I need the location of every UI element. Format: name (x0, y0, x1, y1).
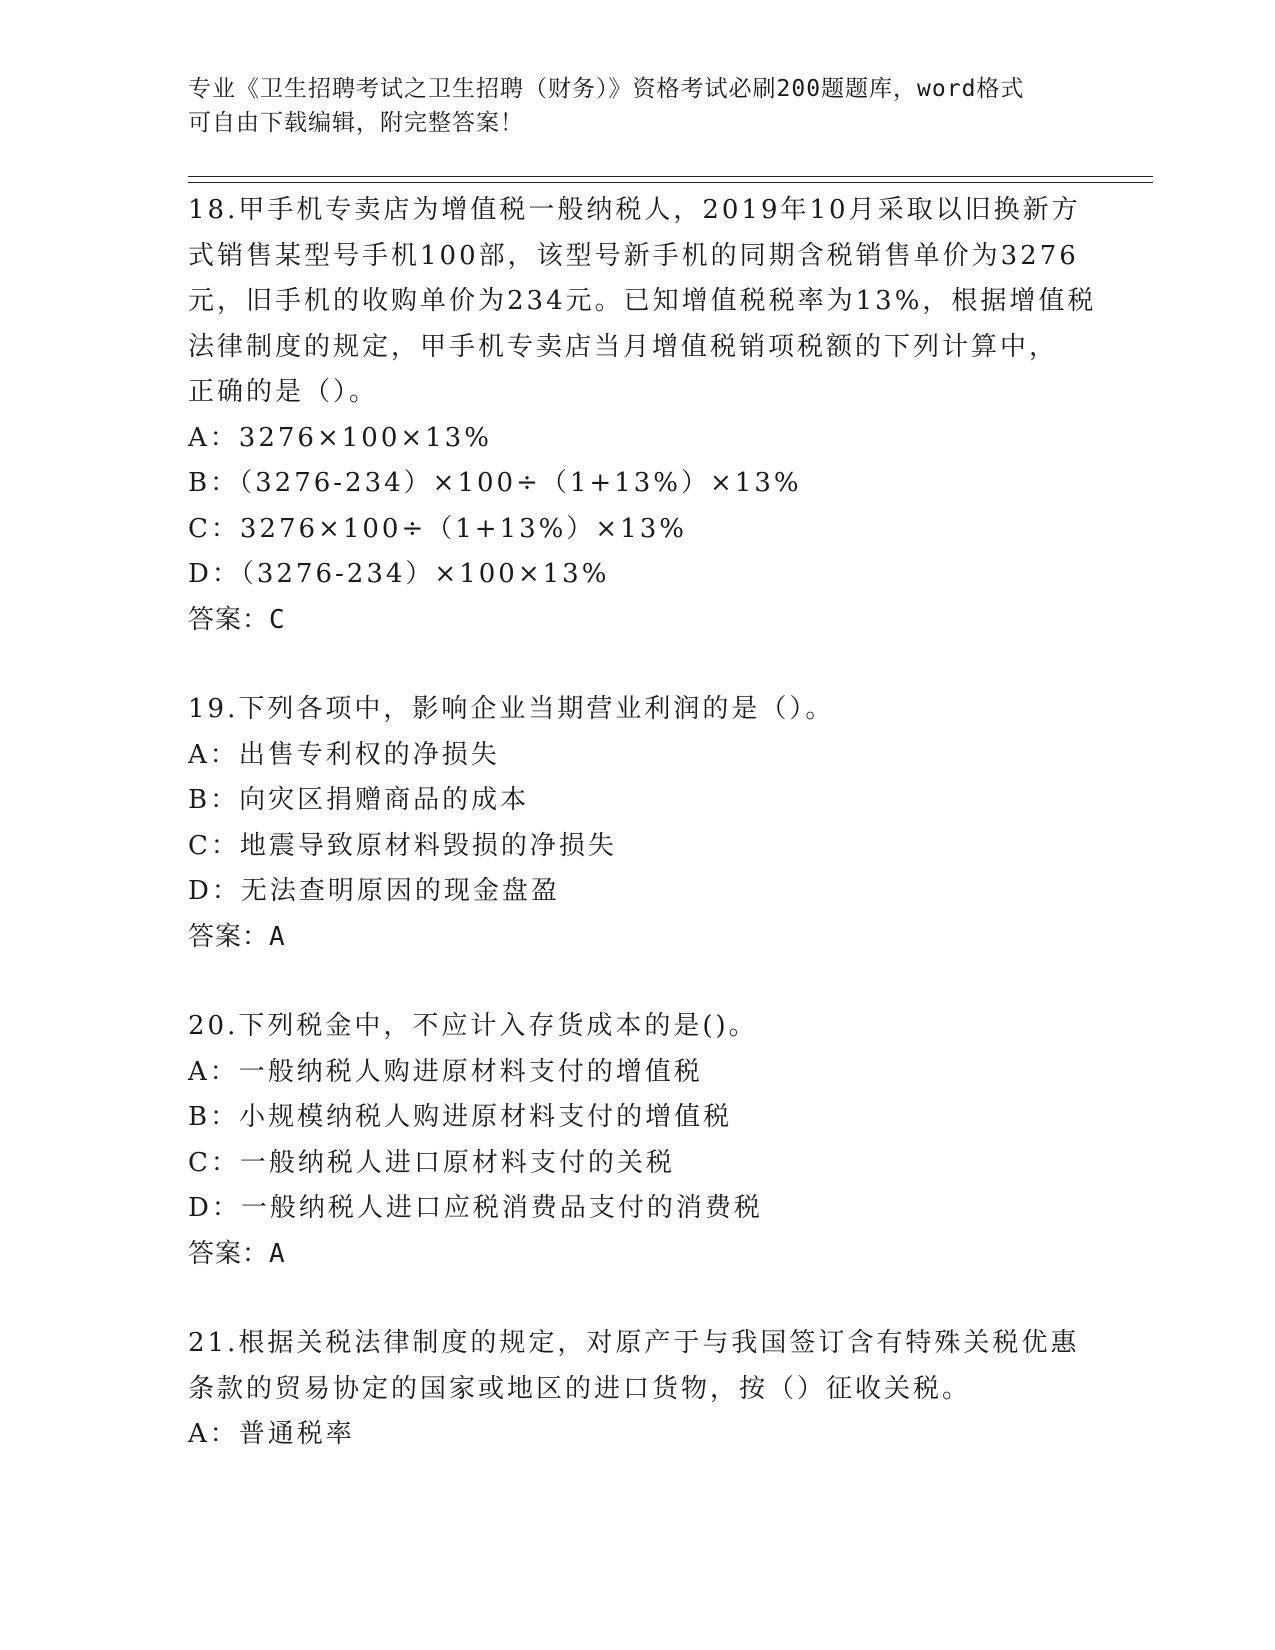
header-divider-bottom (188, 182, 1153, 183)
option-b: B：向灾区捐赠商品的成本 (188, 785, 530, 815)
option-c: C：3276×100÷（1+13%）×13% (188, 513, 687, 544)
question-stem-line: 19.下列各项中，影响企业当期营业利润的是（）。 (188, 694, 835, 724)
question-21 (188, 1321, 1088, 1458)
question-stem-line: 21.根据关税法律制度的规定，对原产于与我国签订含有特殊关税优惠 (188, 1328, 1080, 1358)
question-19 (188, 687, 1088, 960)
option-a: A：普通税率 (188, 1419, 355, 1449)
question-stem-line: 式销售某型号手机100部，该型号新手机的同期含税销售单价为3276 (188, 240, 1079, 271)
option-b: B：小规模纳税人购进原材料支付的增值税 (188, 1102, 733, 1132)
option-c: C：地震导致原材料毁损的净损失 (188, 830, 617, 861)
option-b: B：（3276-234）×100÷（1+13%）×13% (188, 468, 802, 498)
question-18 (188, 188, 1097, 643)
answer-line: 答案：A (188, 921, 286, 952)
option-d: D：一般纳税人进口应税消费品支付的消费税 (188, 1193, 763, 1223)
question-stem-line: 18.甲手机专卖店为增值税一般纳税人，2019年10月采取以旧换新方 (188, 195, 1081, 225)
option-d: D：无法查明原因的现金盘盈 (188, 876, 560, 906)
header-divider-top (188, 176, 1153, 177)
document-header (188, 72, 1068, 140)
option-c: C：一般纳税人进口原材料支付的关税 (188, 1147, 675, 1178)
answer-line: 答案：A (188, 1238, 286, 1269)
answer-line: 答案：C (188, 604, 286, 635)
header-line-1: 专业《卫生招聘考试之卫生招聘（财务）》资格考试必刷200题题库，word格式 (188, 76, 1025, 102)
question-stem-line: 条款的贸易协定的国家或地区的进口货物，按（）征收关税。 (188, 1373, 972, 1404)
option-a: A：一般纳税人购进原材料支付的增值税 (188, 1056, 703, 1087)
question-stem-line: 20.下列税金中，不应计入存货成本的是()。 (188, 1011, 758, 1041)
question-20 (188, 1004, 1088, 1277)
header-line-2: 可自由下载编辑，附完整答案！ (188, 110, 524, 136)
option-a: A：3276×100×13% (188, 422, 492, 453)
option-a: A：出售专利权的净损失 (188, 739, 500, 770)
question-stem-line: 正确的是（）。 (188, 377, 379, 407)
option-d: D：（3276-234）×100×13% (188, 559, 610, 589)
question-list (188, 188, 1097, 1502)
question-stem-line: 法律制度的规定，甲手机专卖店当月增值税销项税额的下列计算中， (188, 331, 1059, 362)
question-stem-line: 元，旧手机的收购单价为234元。已知增值税税率为13%，根据增值税 (188, 286, 1097, 316)
